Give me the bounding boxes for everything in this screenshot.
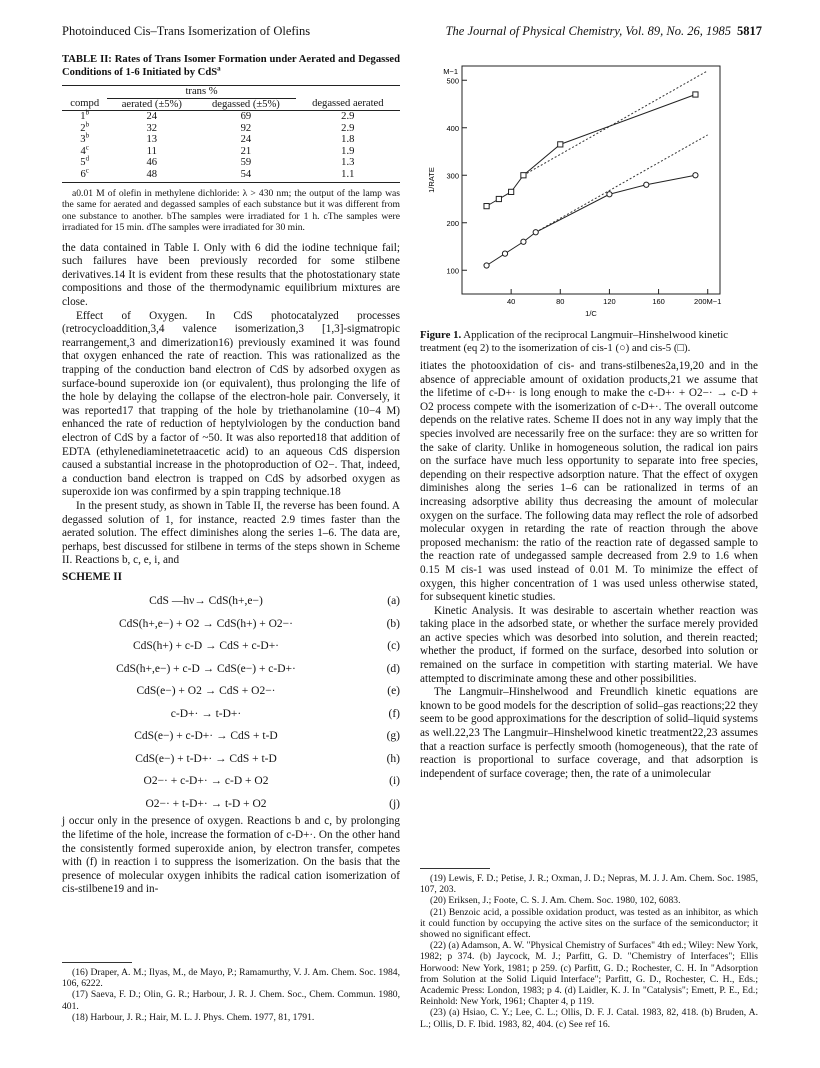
data-point-circle: [502, 251, 507, 256]
paragraph: j occur only in the presence of oxygen. Reactions b and c, by prolonging the lifetime of the hole, increase the formation of c-D+·. On the other hand the consistently formed superoxide anion, by electron transfer, competes with (f) in reaction i to suppress the isomerization. On the basis that the presence of molecular oxygen inhibits the radical cation isomerization of cis-stilbene19 and in-: [62, 815, 400, 896]
reaction-label: (i): [389, 775, 400, 788]
reaction-equation: O2−· + t-D+· → t-D + O2: [145, 797, 267, 810]
cell-ratio: 1.9: [341, 145, 355, 157]
reaction-scheme: [62, 590, 400, 815]
rates-table: [62, 85, 400, 180]
cell-ratio: 1.8: [341, 134, 355, 145]
journal-header: [446, 24, 762, 39]
table-row: [62, 157, 400, 169]
reaction-label: (d): [386, 662, 400, 675]
cell-aerated: 48: [146, 168, 158, 180]
reference: (22) (a) Adamson, A. W. "Physical Chemistry of Surfaces" 4th ed.; Wiley: New York, 1982; p 374. (b) Jaycock, M. J.; Parfitt, G. D. "Chemistry of Interfaces"; Ellis Horwood: New York, 1981; p 259. (c) Parfitt, G. D.; Rochester, C. H. In "Adsorption from Solution at the Solid Liquid Interface"; Parfitt, G. D., Rochester, C. H., Eds.; Academic Press: London, 1983; p 4. (d) Laidler, K. J. In "Catalysis"; Emett, P. E., Ed.; Reinhold: New York, 1961; Chapter 4, p 119.: [420, 940, 758, 1008]
data-point-circle: [521, 239, 526, 244]
reaction-equation: CdS(h+,e−) + O2 → CdS(h+) + O2−·: [118, 617, 294, 630]
col-header: aerated (±5%): [121, 98, 182, 110]
reaction-equation: CdS —hν→ CdS(h+,e−): [149, 595, 263, 608]
figure-1-chart: [420, 52, 758, 320]
cell-compd: 5$^d$: [80, 154, 90, 168]
reference: (16) Draper, A. M.; Ilyas, M., de Mayo, P.; Ramamurthy, V. J. Am. Chem. Soc. 1984, 106, 6222.: [62, 967, 400, 990]
paragraph: itiates the photooxidation of cis- and trans-stilbenes2a,19,20 and in the absence of appreciable amount of oxidation products,21 we assume that the lifetime of c-D+· is long enough to make the c-D+· + O2−· → c-D + O2 process compete with the isomerization of c-D+·. The overall outcome depends on the relative rates. Scheme II does not in any way imply that the species involved are necessarily free on the surface: they are so written for the sake of clarity. Unlike in homogeneous solution, the radical ion pairs on the surface have much less opportunity to separate into free species, depending on their respective adsorption nature. That the effect of oxygen diminishes along the series 1–6 can be rationalized in terms of an increasing adsorptive ability thus decreasing the amount of molecular oxygen on the surface. The following data may reflect the role of adsorbed molecular oxygen in retarding the rate of reaction through the above proposed mechanism: the ratio of the reaction rate of degassed sample to the reaction rate of undegassed sample decreased from 2.9 to 1.6 when 0.15 M cis-1 was used instead of 0.01 M. To minimize the effect of oxygen, this higher concentration of 1 was used unless otherwise stated, for subsequent kinetic studies.: [420, 360, 758, 604]
scheme-reaction: [62, 770, 400, 793]
data-point-circle: [644, 182, 649, 187]
reaction-label: (j): [389, 797, 400, 810]
scheme-title: SCHEME II: [62, 570, 122, 583]
left-references: [62, 962, 400, 1023]
reference: (17) Saeva, F. D.; Olin, G. R.; Harbour, J. R. J. Chem. Soc., Chem. Commun. 1980, 401.: [62, 989, 400, 1012]
cell-aerated: 11: [146, 145, 157, 157]
cell-degassed: 24: [240, 134, 252, 145]
table-row: [62, 111, 400, 123]
reference: (18) Harbour, J. R.; Hair, M. L. J. Phys. Chem. 1977, 81, 1791.: [72, 1011, 315, 1023]
scheme-reaction: [62, 680, 400, 703]
data-point-square: [558, 142, 563, 147]
cell-aerated: 46: [146, 157, 158, 168]
journal-name: The Journal of Physical Chemistry, Vol. 89, No. 26, 1985: [445, 24, 731, 38]
cell-degassed: 21: [240, 145, 252, 157]
scheme-reaction: [62, 748, 400, 771]
extrapolation-line: [536, 135, 708, 232]
figure-1: [420, 52, 758, 354]
cell-degassed: 69: [240, 111, 252, 122]
scheme-reaction: [62, 703, 400, 726]
data-point-circle: [533, 230, 538, 235]
col-header: compd: [70, 98, 100, 110]
scheme-reaction: [62, 658, 400, 681]
reference: (20) Eriksen, J.; Foote, C. S. J. Am. Chem. Soc. 1980, 102, 6083.: [430, 895, 681, 907]
y-axis-label: 1/RATE: [427, 167, 436, 193]
data-point-square: [496, 196, 501, 201]
reaction-equation: CdS(e−) + c-D+· → CdS + t-D: [134, 730, 278, 743]
cell-aerated: 24: [146, 111, 158, 122]
right-column: [420, 360, 758, 781]
data-point-circle: [693, 173, 698, 178]
reference: (21) Benzoic acid, a possible oxidation product, was tested as an inhibitor, as which it could function by occupying the active sites on the surface of the semiconductor; it showed no significant effect.: [420, 906, 758, 941]
series-line: [487, 175, 696, 265]
x-tick-label: 120: [603, 297, 616, 306]
reaction-label: (h): [386, 752, 400, 765]
reaction-label: (b): [386, 617, 400, 630]
scheme-reaction: [62, 793, 400, 816]
y-tick-label: 300: [446, 171, 459, 181]
cell-compd: 2$^b$: [80, 119, 90, 134]
figure-caption: Figure 1. Application of the reciprocal Langmuir–Hinshelwood kinetic treatment (eq 2) to the isomerization of cis-1 (○) and cis-5 (□).: [420, 329, 729, 354]
table-footnote: a0.01 M of olefin in methylene dichloride: λ > 430 nm; the output of the lamp was the same for aerated and degassed samples of each substance but it was different from one substance to another. bThe samples were irradiated for 1 h. cThe samples were irradiated for 15 min. dThe samples were irradiated for 30 min.: [62, 188, 400, 234]
x-tick-label: 40: [506, 297, 516, 306]
reaction-label: (a): [387, 595, 400, 608]
col-header: degassed aerated: [312, 98, 384, 110]
paragraph: Effect of Oxygen. In CdS photocatalyzed processes (retrocycloaddition,3,4 valence isomerization,3 [1,3]-sigmatropic rearrangement,3 and dimerization16) previously examined it was found that oxygen enhanced the rate of reaction. This was rationalized as the trapping of the conduction band electron of CdS by adsorbed oxygen as surface-bound superoxide ion (or equivalent), thus prolonging the life of the hole by delaying the collapse of the electron-hole pair. Conversely, it was reported17 that trapping of the hole by triethanolamine (10−4 M) enhanced the rate of reduction of heptylviologen by the conduction band electron of CdS by a factor of ~50. It was also reported18 that addition of EDTA (ethylenediaminetetraacetic acid) to an aqueous CdS dispersion caused a substantial increase in the photoproduction of O2−. That, indeed, a conduction band electron is trapped on CdS by adsorbed oxygen as superoxide ion was confirmed by a spin trapping technique.18: [62, 309, 400, 499]
x-tick-label: 200M−1: [694, 297, 722, 306]
reaction-equation: CdS(e−) + O2 → CdS + O2−·: [136, 685, 276, 698]
paragraph: The Langmuir–Hinshelwood and Freundlich kinetic equations are known to be good models for the description of solid–gas reactions;22 they seem to be good approximations for the description of solid–liquid systems as well.22,23 The Langmuir–Hinshelwood kinetic treatment22,23 assumes that a reaction surface is perfectly smooth (homogeneous), that the rate of reaction is proportional to surface coverage, and that adsorption is independent of surface coverage; then, the rate of a unimolecular: [420, 686, 758, 780]
reference: (19) Lewis, F. D.; Petise, J. R.; Oxman, J. D.; Nepras, M. J. J. Am. Chem. Soc. 1985, 107, 203.: [420, 873, 758, 896]
table-header-row: [62, 98, 400, 111]
reaction-equation: CdS(h+,e−) + c-D → CdS(e−) + c-D+·: [116, 662, 296, 675]
cell-compd: 4$^c$: [80, 142, 89, 157]
table-row: [62, 123, 400, 135]
running-title: Photoinduced Cis–Trans Isomerization of Olefins: [62, 24, 311, 38]
paragraph: In the present study, as shown in Table II, the reverse has been found. A degassed solution of 1, for instance, reacted 2.9 times faster than the aerated solution. The effect diminishes along the series 1–6. The data are, perhaps, best discussed for stilbene in terms of the steps shown in Scheme II. Reactions b, c, e, i, and: [62, 499, 400, 567]
paragraph: the data contained in Table I. Only with 6 did the iodine technique fail; such failures have been previously recorded for some stilbene derivatives.14 It is evident from these results that the photostationary state compositions and those of the thermodynamic equilibrium mixtures are close.: [62, 241, 400, 308]
x-tick-label: 80: [556, 297, 565, 306]
table-row: [62, 146, 400, 158]
reaction-label: (g): [386, 730, 400, 743]
col-header: degassed (±5%): [211, 98, 280, 110]
y-tick-label: 200: [446, 218, 459, 228]
paragraph: Kinetic Analysis. It was desirable to ascertain whether reaction was taking place in the adsorbed state, or whether the surface merely provided an active species which was desorbed into solution, and therein reacted; whether the product, if formed on the surface, desorbed into solution or remained on the surface in competition with starting material. We have attempted to discriminate among these and other possibilities.: [420, 604, 758, 685]
cell-degassed: 54: [240, 168, 252, 180]
scheme-reaction: [62, 725, 400, 748]
reaction-equation: O2−· + c-D+· → c-D + O2: [143, 775, 269, 788]
cell-compd: 3$^b$: [80, 131, 90, 145]
x-axis-label: 1/C: [585, 309, 597, 318]
data-point-square: [484, 204, 489, 209]
y-tick-label: 100: [446, 266, 459, 276]
reaction-label: (f): [388, 707, 400, 720]
data-point-square: [521, 173, 526, 178]
reaction-equation: CdS(e−) + t-D+· → CdS + t-D: [135, 752, 277, 765]
data-point-circle: [607, 192, 612, 197]
scheme-reaction: [62, 590, 400, 613]
table-caption-mark: a: [217, 63, 221, 72]
data-point-circle: [484, 263, 489, 268]
reaction-label: (e): [387, 685, 400, 698]
reaction-equation: c-D+· → t-D+·: [170, 707, 242, 720]
table-group-header: trans %: [107, 86, 295, 99]
scheme-reaction: [62, 613, 400, 636]
cell-ratio: 2.9: [341, 122, 355, 134]
y-unit-label: M−1: [443, 67, 458, 76]
series-line: [487, 95, 696, 207]
cell-ratio: 1.3: [341, 157, 355, 168]
y-tick-label: 400: [446, 123, 459, 133]
table-row: [62, 134, 400, 146]
x-tick-label: 160: [652, 297, 665, 306]
table-row: [62, 169, 400, 181]
reaction-equation: CdS(h+) + c-D → CdS + c-D+·: [132, 640, 280, 653]
reaction-label: (c): [387, 640, 400, 653]
extrapolation-line: [523, 71, 707, 176]
data-point-square: [509, 189, 514, 194]
data-point-square: [693, 92, 698, 97]
table-caption: TABLE II: Rates of Trans Isomer Formation under Aerated and Degassed Conditions of 1-6 Initiated by CdS$^a$: [62, 54, 400, 78]
cell-degassed: 59: [240, 157, 252, 168]
left-column: [62, 52, 400, 897]
cell-ratio: 1.1: [341, 168, 355, 180]
scheme-reaction: [62, 635, 400, 658]
reference: (23) (a) Hsiao, C. Y.; Lee, C. L.; Ollis, D. F. J. Catal. 1983, 82, 418. (b) Bruden, A. L.; Ollis, D. F. Ibid. 1983, 82, 404. (c) See ref 16.: [420, 1007, 758, 1030]
cell-degassed: 92: [240, 122, 252, 134]
page-number: 5817: [737, 24, 762, 38]
cell-ratio: 2.9: [341, 111, 355, 122]
right-references: [420, 868, 758, 1030]
cell-aerated: 13: [146, 134, 158, 145]
cell-compd: 1$^b$: [80, 108, 90, 122]
cell-compd: 6$^c$: [80, 165, 89, 180]
cell-aerated: 32: [146, 122, 158, 134]
y-tick-label: 500: [446, 76, 459, 86]
